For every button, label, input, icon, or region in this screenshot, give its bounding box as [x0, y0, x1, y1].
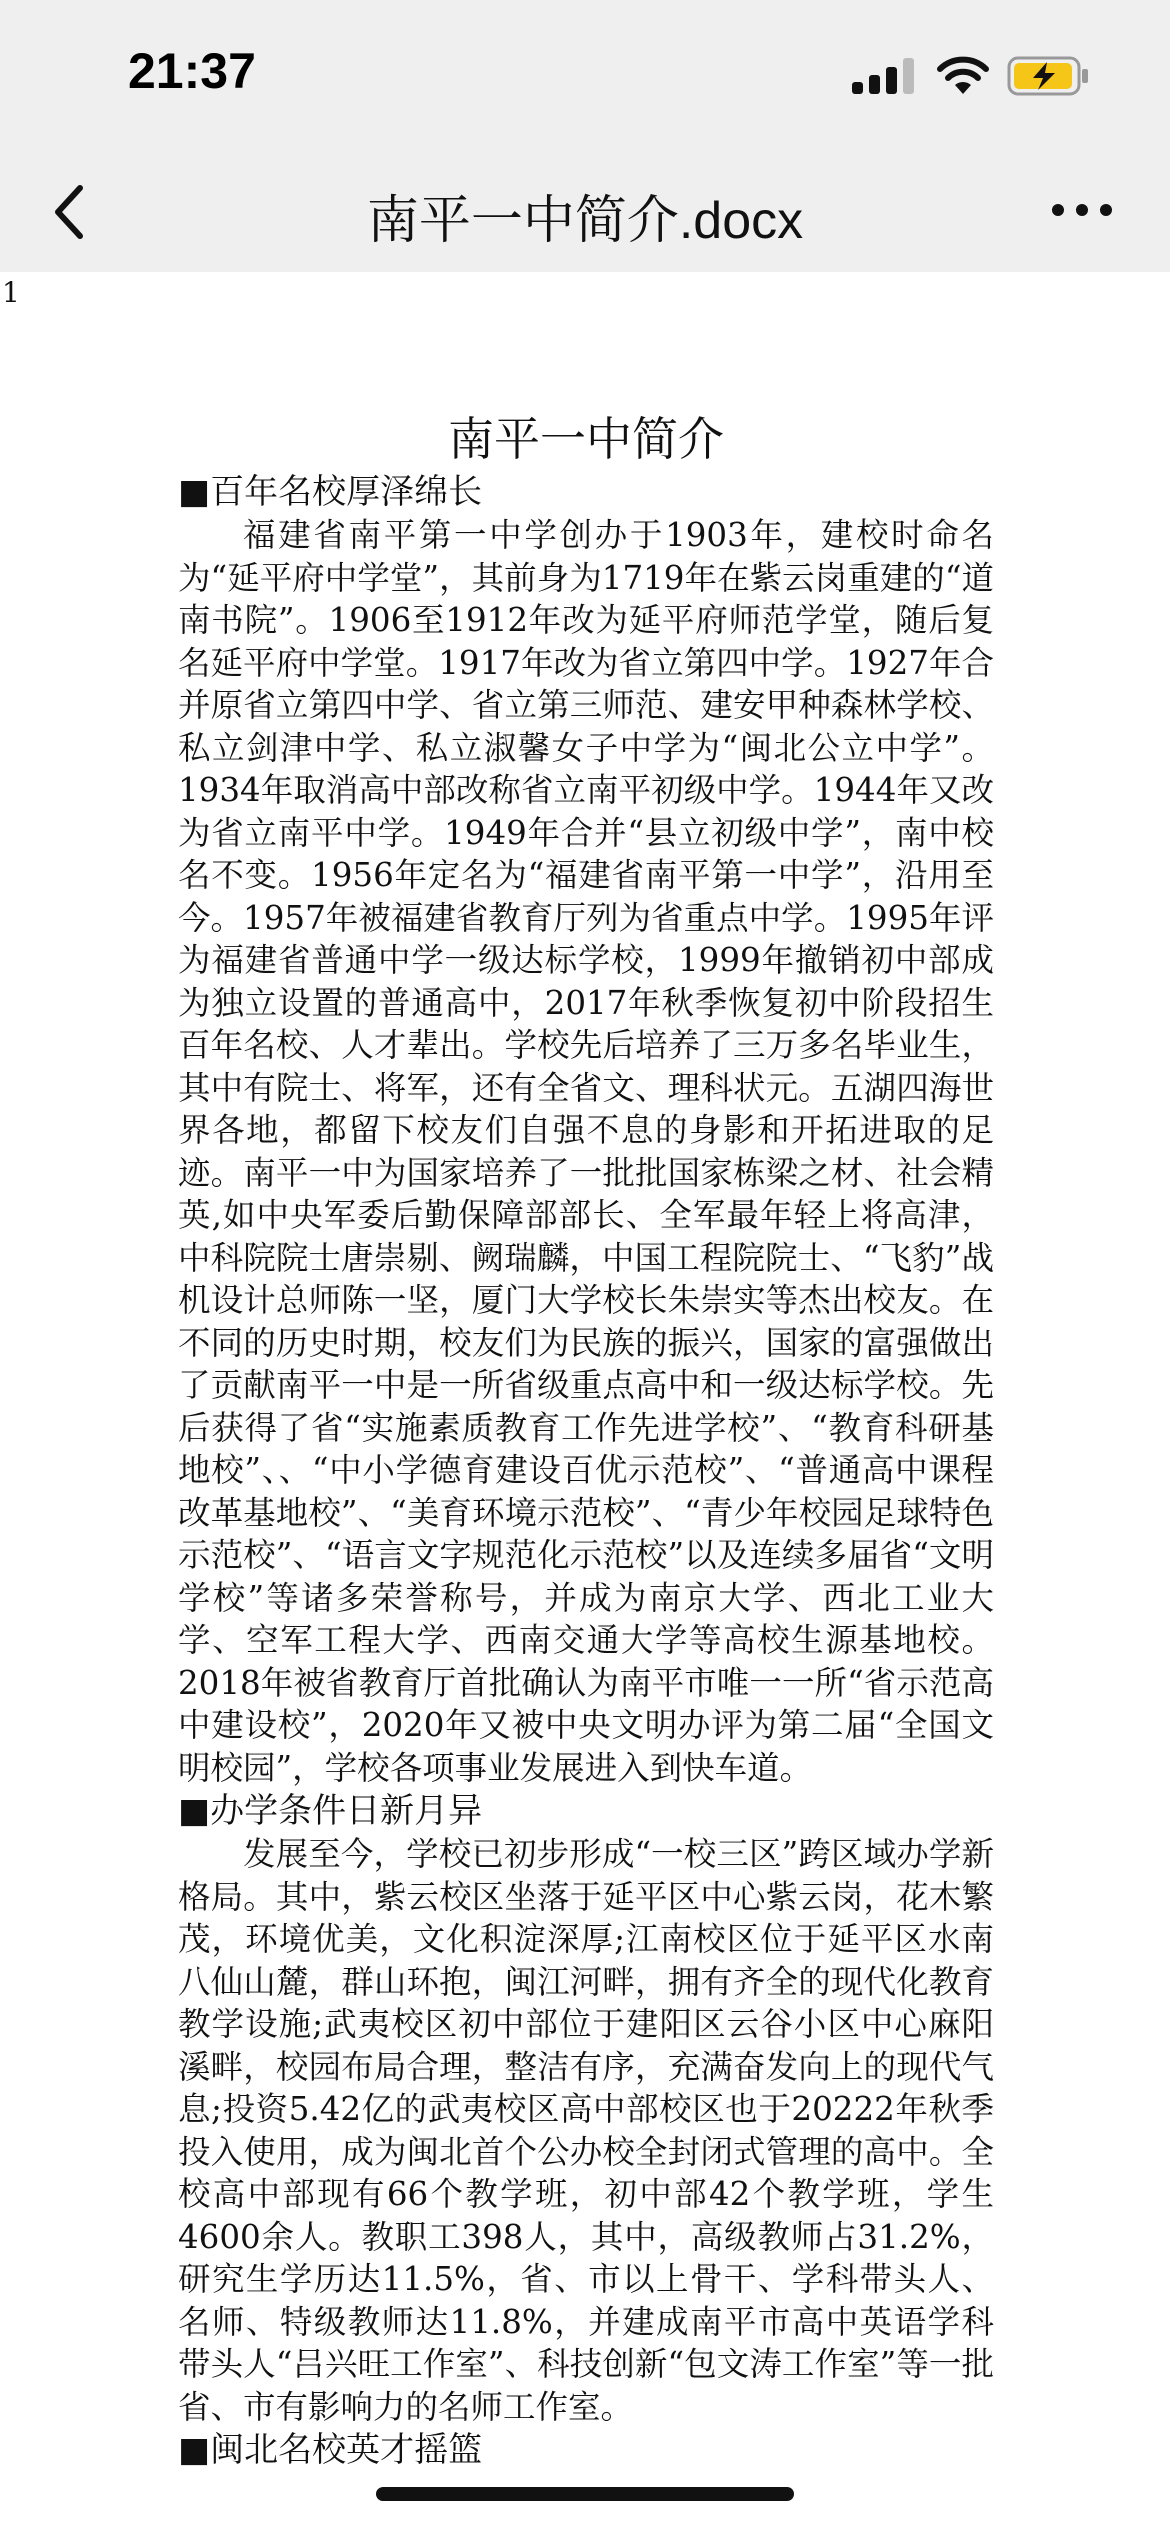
status-bar	[0, 0, 1170, 150]
status-time: 21:37	[128, 43, 256, 99]
section-paragraph: 发展至今，学校已初步形成“一校三区”跨区域办学新格局。其中，紫云校区坐落于延平区中心紫云岗，花木繁茂，环境优美，文化积淀深厚;江南校区位于延平区水南八仙山麓，群山环抱，闽江河畔，拥有齐全的现代化教育教学设施;武夷校区初中部位于建阳区云谷小区中心麻阳溪畔，校园布局合理，整洁有序，充满奋发向上的现代气息;投资5.42亿的武夷校区高中部校区也于20222年秋季投入使用，成为闽北首个公办校全封闭式管理的高中。全校高中部现有66个教学班，初中部42个教学班，学生4600余人。教职工398人，其中，高级教师占31.2%，研究生学历达11.5%，省、市以上骨干、学科带头人、名师、特级教师达11.8%，并建成南平市高中英语学科带头人“吕兴旺工作室”、科技创新“包文涛工作室”等一批省、市有影响力的名师工作室。	[178, 1835, 994, 2426]
more-options-button[interactable]	[1044, 180, 1124, 240]
document-content	[178, 408, 994, 2472]
battery-charging-icon	[1007, 56, 1091, 96]
document-title: 南平一中简介.docx	[366, 192, 804, 250]
navigation-bar	[0, 150, 1170, 272]
wifi-icon	[935, 56, 991, 96]
document-heading: 南平一中简介	[448, 412, 724, 466]
home-indicator[interactable]	[376, 2487, 794, 2501]
section-heading: ■办学条件日新月异	[178, 1791, 483, 1831]
section-paragraph: 福建省南平第一中学创办于1903年，建校时命名为“延平府中学堂”，其前身为1719年在紫云岗重建的“道南书院”。1906至1912年改为延平府师范学堂，随后复名延平府中学堂。1917年改为省立第四中学。1927年合并原省立第四中学、省立第三师范、建安甲种森林学校、私立剑津中学、私立淑馨女子中学为“闽北公立中学”。1934年取消高中部改称省立南平初级中学。1944年又改为省立南平中学。1949年合并“县立初级中学”，南中校名不变。1956年定名为“福建省南平第一中学”，沿用至今。1957年被福建省教育厅列为省重点中学。1995年评为福建省普通中学一级达标学校，1999年撤销初中部成为独立设置的普通高中，2017年秋季恢复初中阶段招生百年名校、人才辈出。学校先后培养了三万多名毕业生，其中有院士、将军，还有全省文、理科状元。五湖四海世界各地，都留下校友们自强不息的身影和开拓进取的足迹。南平一中为国家培养了一批批国家栋梁之材、社会精英,如中央军委后勤保障部部长、全军最年轻上将高津，中科院院士唐崇剔、阙瑞麟，中国工程院院士、“飞豹”战机设计总师陈一坚，厦门大学校长朱崇实等杰出校友。在不同的历史时期，校友们为民族的振兴，国家的富强做出了贡献南平一中是一所省级重点高中和一级达标学校。先后获得了省“实施素质教育工作先进学校”、“教育科研基地校”、、“中小学德育建设百优示范校”、“普通高中课程改革基地校”、“美育环境示范校”、“青少年校园足球特色示范校”、“语言文字规范化示范校”以及连续多届省“文明学校”等诸多荣誉称号，并成为南京大学、西北工业大学、空军工程大学、西南交通大学等高校生源基地校。2018年被省教育厅首批确认为南平市唯一一所“省示范高中建设校”，2020年又被中央文明办评为第二届“全国文明校园”，学校各项事业发展进入到快车道。	[178, 516, 994, 1787]
page-number: 1	[2, 276, 20, 309]
cellular-signal-icon	[852, 58, 920, 94]
section-heading: ■百年名校厚泽绵长	[178, 472, 483, 512]
section-heading: ■闽北名校英才摇篮	[178, 2430, 483, 2470]
